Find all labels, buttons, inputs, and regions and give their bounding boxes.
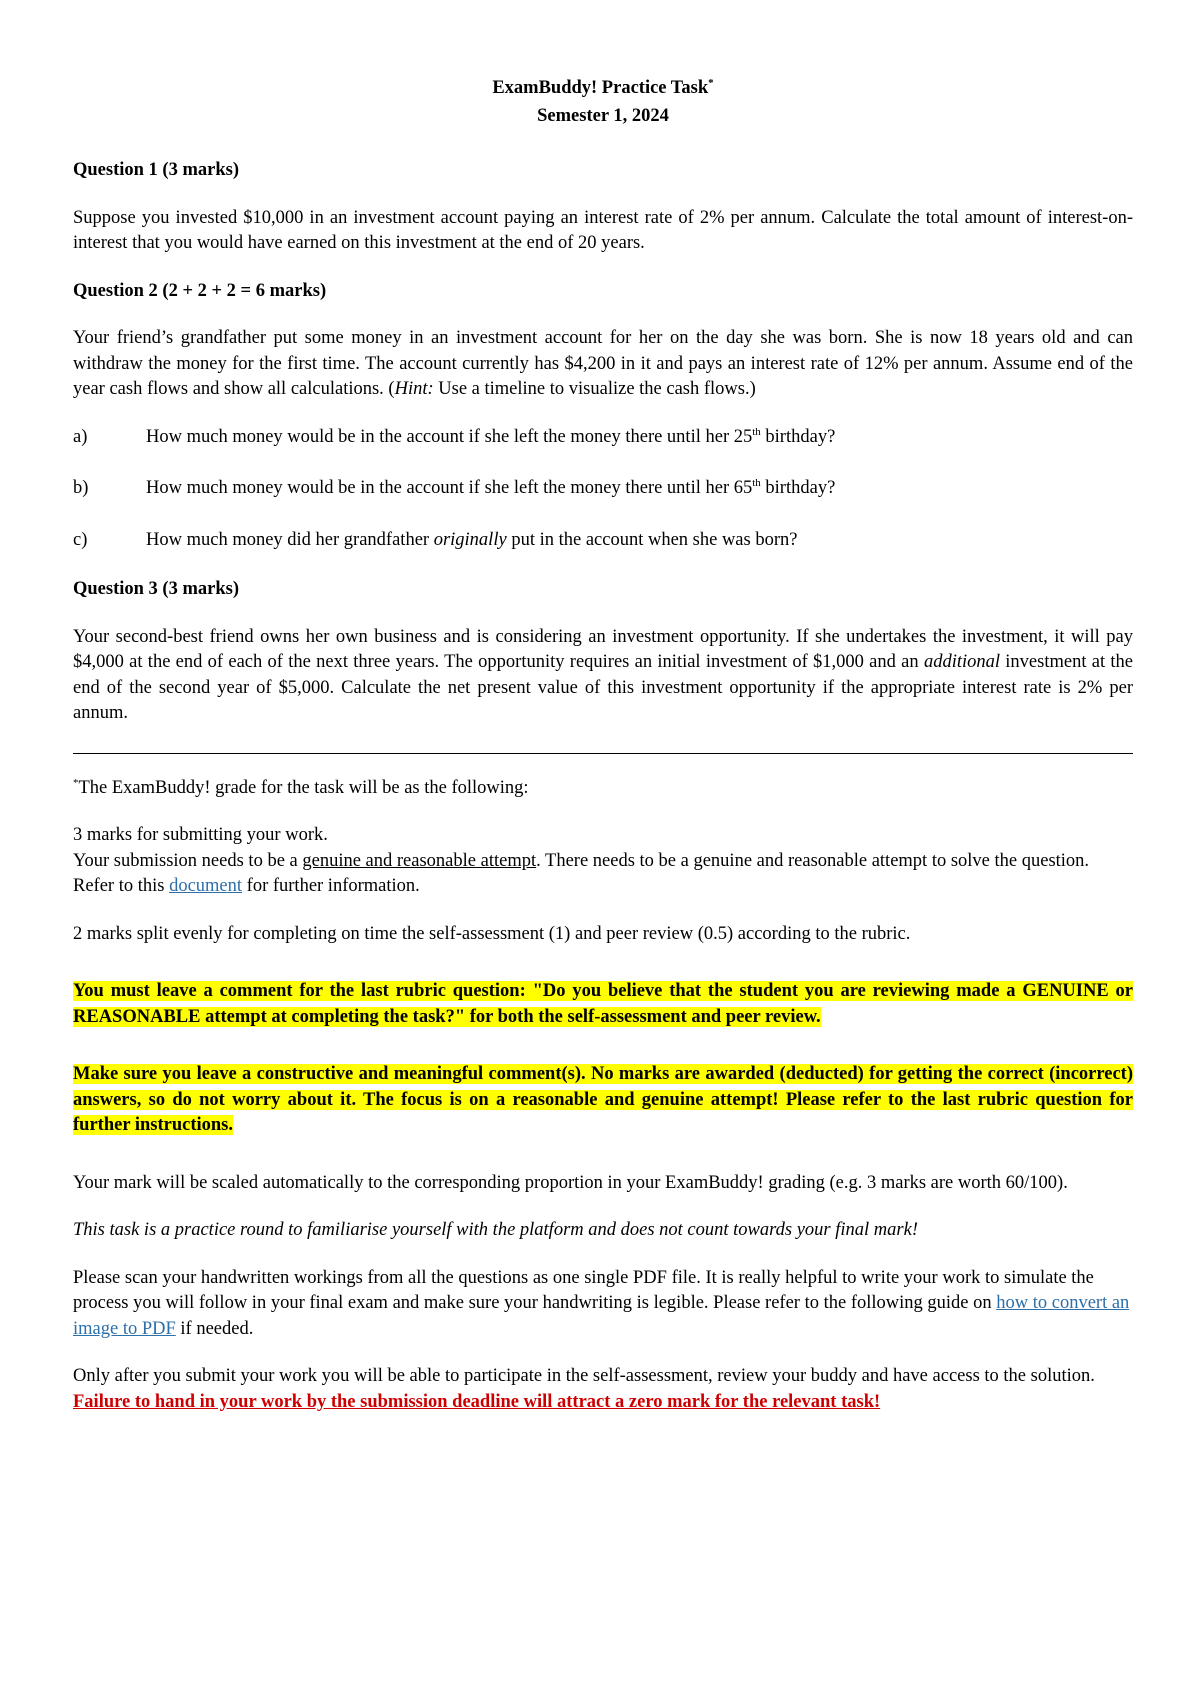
title-block — [73, 74, 1133, 130]
footnote-separator — [73, 753, 1133, 754]
question-2-text: Your friend’s grandfather put some money in an investment account for her on the day she was born. She is now 18 years old and can withdraw the money for the first time. The account currently has $4,200 in it and pays an interest rate of 12% per annum. Assume end of the year cash flows and show all calculations. (Hint: Use a timeline to visualize the cash flows.) — [73, 328, 1133, 399]
deadline-warning: Failure to hand in your work by the submission deadline will attract a zero mark for the relevant task! — [73, 1391, 881, 1412]
submission-notice: Only after you submit your work you will be able to participate in the self-assessment, review your buddy and have access to the solution. Failure to hand in your work by the submission deadline will attract a zero mark for the relevant task! — [73, 1366, 1095, 1412]
item-label: b) — [73, 478, 89, 498]
question-3-heading: Question 3 (3 marks) — [73, 579, 239, 599]
question-1-text: Suppose you invested $10,000 in an investment account paying an interest rate of 2% per annum. Calculate the total amount of interest-on-interest that you would have earned on this investment at the end of 20 years. — [73, 207, 1133, 253]
semester-label: Semester 1, 2024 — [537, 106, 669, 126]
item-text: How much money would be in the account if she left the money there until her 25th birthday? — [146, 425, 836, 447]
hint-label: Hint: — [394, 379, 434, 399]
constructive-comment-notice: Make sure you leave a constructive and meaningful comment(s). No marks are awarded (deducted) for getting the correct (incorrect) answers, so do not worry about it. The focus is on a reasonable and genuine attempt! Please refer to the last rubric question for further instructions. — [73, 1064, 1133, 1135]
item-label: c) — [73, 529, 88, 550]
question-3-text: Your second-best friend owns her own business and is considering an investment opportunity. If she undertakes the investment, it will pay $4,000 at the end of each of the next three years. The opportunity requires an initial investment of $1,000 and an additional investment at the end of the second year of $5,000. Calculate the net present value of this investment opportunity if the appropriate interest rate is 2% per annum. — [73, 626, 1133, 723]
submit-marks-text: 3 marks for submitting your work. — [73, 825, 328, 845]
convert-image-to-pdf-link[interactable]: how to convert an image to PDF — [73, 1293, 1130, 1339]
comment-requirement-notice: You must leave a comment for the last rubric question: "Do you believe that the student you are reviewing made a GENUINE or REASONABLE attempt at completing the task?" for both the self-assessment and peer review. — [73, 981, 1133, 1027]
question-2c — [73, 528, 1133, 554]
document-title: ExamBuddy! Practice Task* — [492, 76, 714, 98]
document-link[interactable]: document — [169, 876, 243, 896]
item-label: a) — [73, 426, 88, 447]
scaled-mark-text: Your mark will be scaled automatically to the corresponding proportion in your ExamBuddy! grading (e.g. 3 marks are worth 60/100). — [73, 1172, 1068, 1193]
question-2b — [73, 476, 1133, 502]
question-2-heading: Question 2 (2 + 2 + 2 = 6 marks) — [73, 280, 327, 301]
question-1-heading: Question 1 (3 marks) — [73, 160, 239, 180]
title-footnote-mark: * — [708, 76, 714, 89]
split-marks-text: 2 marks split evenly for completing on time the self-assessment (1) and peer review (0.5) according to the rubric. — [73, 923, 911, 944]
item-text: How much money would be in the account if she left the money there until her 65th birthday? — [146, 476, 836, 498]
practice-note: This task is a practice round to familiarise yourself with the platform and does not count towards your final mark! — [73, 1220, 918, 1240]
document-page — [73, 0, 1133, 1415]
genuine-attempt-phrase: genuine and reasonable attempt — [302, 850, 537, 871]
question-2a — [73, 425, 1133, 451]
footnote-mark: * — [73, 776, 79, 789]
attempt-text: Your submission needs to be a genuine and reasonable attempt. There needs to be a genuine and reasonable attempt to solve the question. Refer to this document for further information. — [73, 850, 1090, 896]
item-text: How much money did her grandfather originally put in the account when she was born? — [146, 529, 798, 550]
footnote-intro: *The ExamBuddy! grade for the task will be as the following: — [73, 776, 529, 798]
scan-instructions: Please scan your handwritten workings from all the questions as one single PDF file. It is really helpful to write your work to simulate the process you will follow in your final exam and make sure your handwriting is legible. Please refer to the following guide on how to convert an image to PDF if needed. — [73, 1267, 1130, 1339]
